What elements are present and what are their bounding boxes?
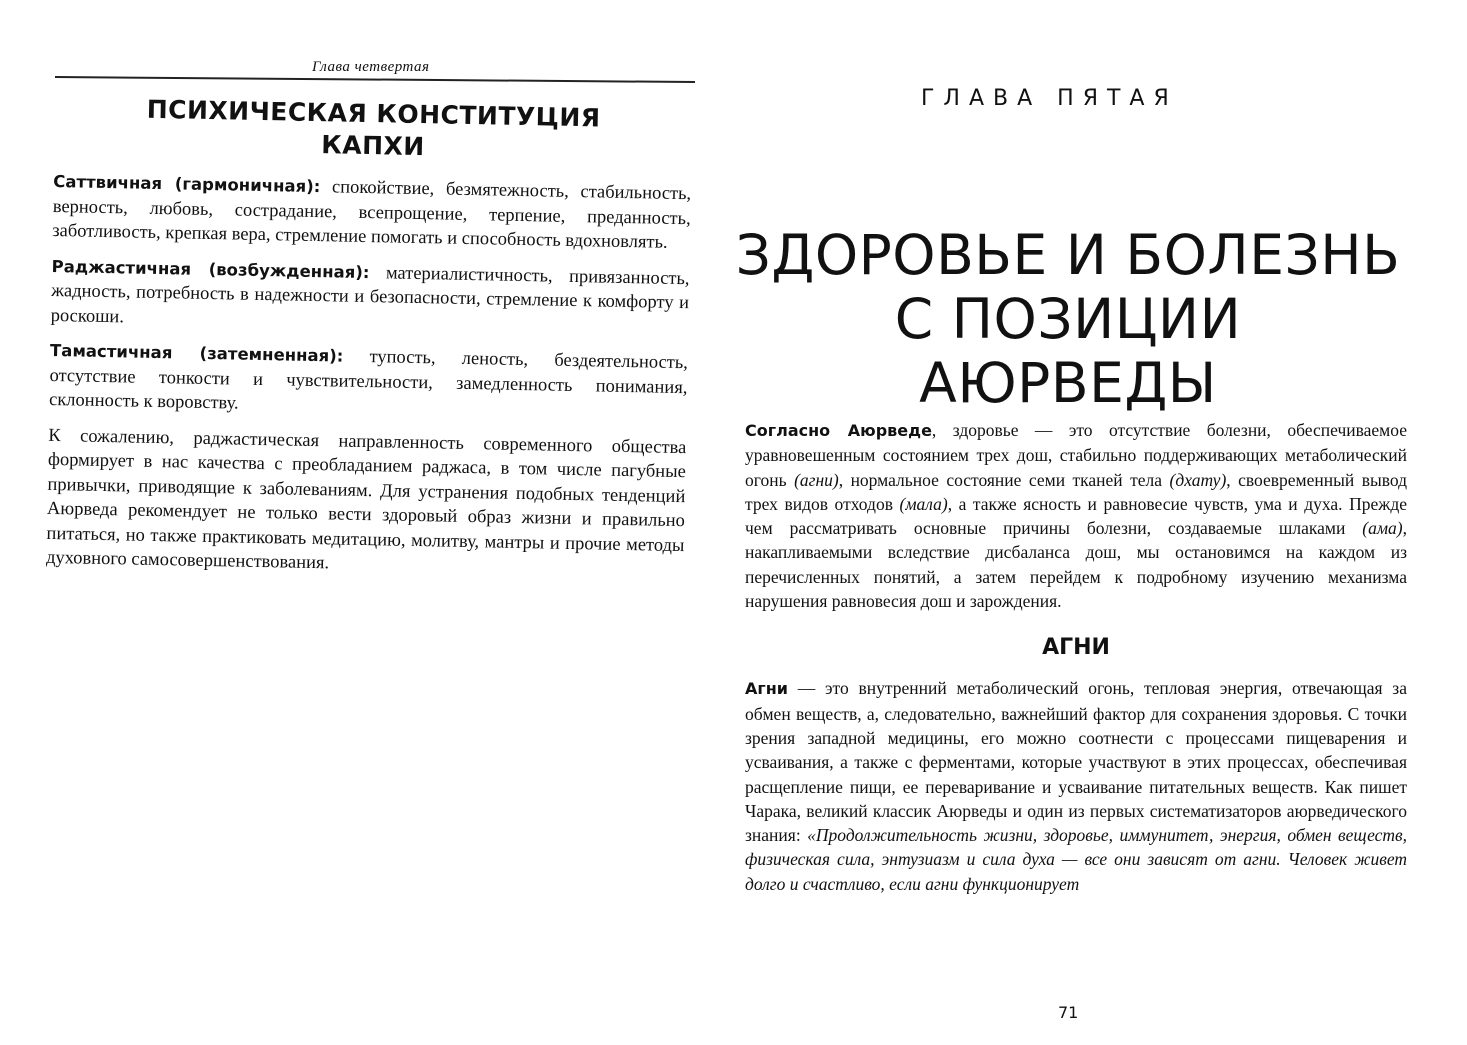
chapter-title-line-3: АЮРВЕДЫ xyxy=(919,350,1217,415)
rajas-term: Раджастичная (возбужденная): xyxy=(51,256,370,282)
rajas-text: материалистичность, привязанность, жадность, потребность в надежности и безопасности, стремление к комфорту и роскоши. xyxy=(50,262,690,327)
intro-paragraph xyxy=(745,418,1407,613)
left-page xyxy=(0,0,733,1045)
agni-term: Агни xyxy=(745,679,789,699)
intro-italic-2: (дхату) xyxy=(1169,469,1227,490)
charaka-quote: «Продолжительность жизни, здоровье, иммунитет, энергия, обмен веществ, физическая сила, энтузиазм и сила духа — все они зависят от агни. Человек живет долго и счастливо, если агни функционирует xyxy=(745,825,1407,894)
intro-text-5: , накапливаемыми вследствие дисбаланса дош, мы остановимся на каждом из перечисленных понятий, а затем перейдем к подробному изучению механизма нарушения равновесия дош и зарождения. xyxy=(745,518,1407,612)
tamas-term: Тамастичная (затемненная): xyxy=(49,340,344,366)
intro-italic-3: (мала) xyxy=(899,493,948,514)
agni-text: — это внутренний метаболический огонь, тепловая энергия, отвечающая за обмен веществ, а, следовательно, важнейший фактор для сохранения здоровья. С точки зрения западной медицины, его можно соотнести с процессами пищеварения и усваивания, а также с ферментами, которые участвуют в этих процессах, обеспечивая расщепление пищи, ее переваривание и усваивание питательных веществ. Как пишет Чарака, великий классик Аюрведы и один из первых систематизаторов аюрведического знания: xyxy=(745,678,1407,846)
agni-paragraph xyxy=(745,676,1407,896)
tamas-text: тупость, леность, бездеятельность, отсутствие тонкости и чувствительности, замедленность понимания, склонность к воровству. xyxy=(48,346,689,414)
sattva-term: Саттвичная (гармоничная): xyxy=(53,171,321,197)
intro-text-4: , а также ясность и равновесие чувств, ума и духа. Прежде чем рассматривать основные причины болезни, создаваемые шлаками xyxy=(745,493,1407,539)
intro-italic-4: (ама) xyxy=(1362,518,1403,539)
right-page xyxy=(733,0,1467,1045)
page-number: 71 xyxy=(1058,1003,1079,1022)
agni-subheading: АГНИ xyxy=(1042,635,1110,661)
running-head: Глава четвертая xyxy=(312,59,430,75)
section-title-line-1: ПСИХИЧЕСКАЯ КОНСТИТУЦИЯ xyxy=(146,94,601,133)
sattva-paragraph xyxy=(52,170,691,256)
closing-paragraph: К сожалению, раджастическая направленность современного общества формирует в нас качества с преобладанием раджаса, в том числе пагубные привычки, приводящие к заболеваниям. Для устранения подобных тенденций Аюрведа рекомендует не только вести здоровый образ жизни и правильно питаться, но также практиковать медитацию, молитву, мантры и прочие методы духовного самосовершенствования. xyxy=(45,425,687,574)
chapter-title-line-2: С ПОЗИЦИИ xyxy=(894,286,1242,351)
tamas-paragraph xyxy=(49,339,688,425)
intro-text-3: , своевременный вывод трех видов отходов xyxy=(745,469,1408,514)
header-rule xyxy=(55,76,695,83)
intro-text-2: , нормальное состояние семи тканей тела xyxy=(838,469,1170,490)
right-page-content xyxy=(745,418,1407,904)
sattva-text: спокойствие, безмятежность, стабильность, верность, любовь, сострадание, всепрощение, терпение, преданность, заботливость, крепкая вера, стремление помогать и способность вдохновлять. xyxy=(52,177,692,253)
rajas-paragraph xyxy=(50,254,689,340)
intro-text-1: , здоровье — это отсутствие болезни, обеспечиваемое уравновешенным состоянием трех дош, стабильно поддерживающих метаболический огонь xyxy=(745,420,1407,490)
section-title xyxy=(54,92,693,168)
chapter-label: ГЛАВА ПЯТАЯ xyxy=(921,86,1178,111)
intro-term: Согласно Аюрведе xyxy=(745,421,932,440)
left-page-content xyxy=(46,92,693,594)
intro-italic-1: (агни) xyxy=(794,469,839,490)
section-title-line-2: КАПХИ xyxy=(321,130,426,162)
chapter-title xyxy=(733,223,1403,415)
chapter-title-line-1: ЗДОРОВЬЕ И БОЛЕЗНЬ xyxy=(735,222,1401,287)
